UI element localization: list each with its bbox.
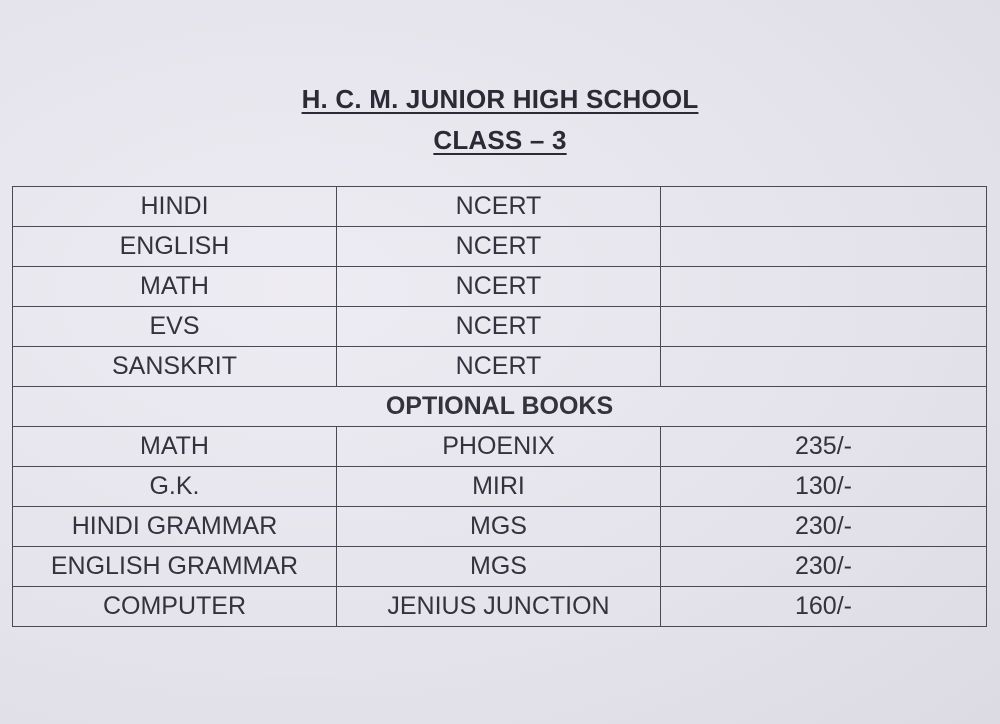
publisher-cell: JENIUS JUNCTION (337, 587, 661, 627)
table-row (13, 307, 987, 347)
subject-cell: MATH (13, 427, 337, 467)
price-cell (661, 307, 987, 347)
table-row (13, 547, 987, 587)
price-cell (661, 227, 987, 267)
class-title (0, 125, 1000, 156)
book-list-table (12, 186, 987, 627)
publisher-cell: NCERT (337, 347, 661, 387)
subject-cell: COMPUTER (13, 587, 337, 627)
subject-cell: ENGLISH GRAMMAR (13, 547, 337, 587)
subject-cell: HINDI (13, 187, 337, 227)
publisher-cell: MGS (337, 547, 661, 587)
publisher-cell: NCERT (337, 187, 661, 227)
price-cell: 160/- (661, 587, 987, 627)
publisher-cell: MGS (337, 507, 661, 547)
publisher-cell: NCERT (337, 227, 661, 267)
price-cell: 230/- (661, 507, 987, 547)
optional-books-header-row (13, 387, 987, 427)
price-cell: 230/- (661, 547, 987, 587)
table-row (13, 587, 987, 627)
price-cell (661, 187, 987, 227)
subject-cell: MATH (13, 267, 337, 307)
price-cell: 235/- (661, 427, 987, 467)
price-cell (661, 267, 987, 307)
price-cell (661, 347, 987, 387)
subject-cell: HINDI GRAMMAR (13, 507, 337, 547)
publisher-cell: MIRI (337, 467, 661, 507)
table-row (13, 227, 987, 267)
subject-cell: EVS (13, 307, 337, 347)
publisher-cell: NCERT (337, 267, 661, 307)
table-row (13, 187, 987, 227)
table-row (13, 347, 987, 387)
publisher-cell: NCERT (337, 307, 661, 347)
table-row (13, 267, 987, 307)
table-row (13, 467, 987, 507)
table-row (13, 427, 987, 467)
subject-cell: G.K. (13, 467, 337, 507)
price-cell: 130/- (661, 467, 987, 507)
subject-cell: SANSKRIT (13, 347, 337, 387)
publisher-cell: PHOENIX (337, 427, 661, 467)
table-row (13, 507, 987, 547)
class-title-text: CLASS – 3 (433, 125, 567, 155)
school-title (0, 84, 1000, 115)
school-title-text: H. C. M. JUNIOR HIGH SCHOOL (301, 84, 699, 114)
subject-cell: ENGLISH (13, 227, 337, 267)
optional-books-label: OPTIONAL BOOKS (13, 387, 987, 427)
